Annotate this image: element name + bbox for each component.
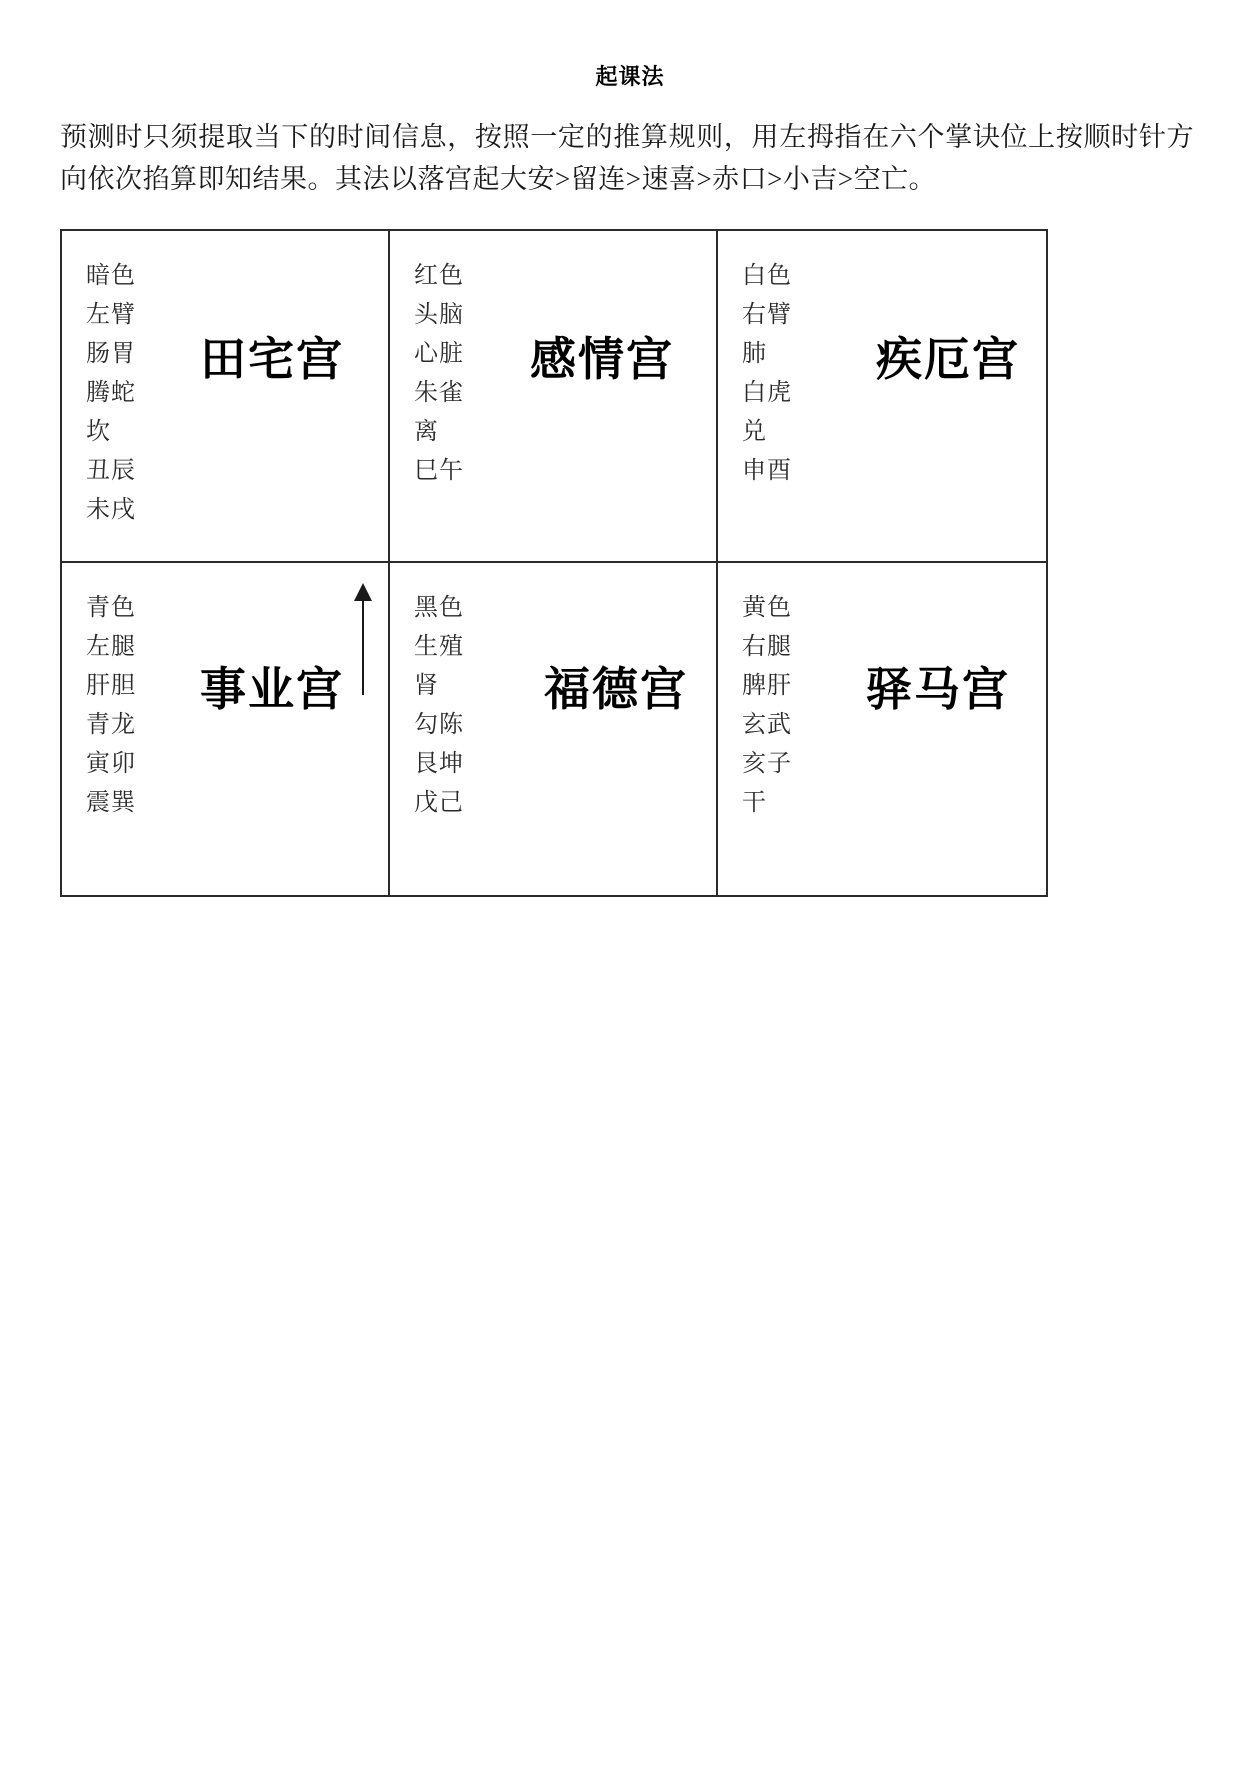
attribute-item: 震巽 (86, 790, 136, 817)
attribute-item: 黑色 (414, 594, 464, 621)
attribute-item: 右臂 (742, 301, 792, 328)
attribute-item: 肠胃 (86, 340, 136, 367)
palace-name: 驿马宫 (866, 663, 1010, 715)
palace-cell-yima (718, 563, 1046, 895)
attribute-item: 腾蛇 (86, 380, 136, 407)
attribute-item: 肝胆 (86, 672, 136, 699)
attribute-item: 右腿 (742, 633, 792, 660)
attribute-item: 青色 (86, 594, 136, 621)
attribute-item: 未戌 (86, 497, 136, 524)
attribute-item: 朱雀 (414, 380, 464, 407)
attribute-item: 左腿 (86, 633, 136, 660)
palace-attributes (742, 257, 792, 492)
palace-grid (60, 229, 1048, 897)
attribute-item: 戊己 (414, 790, 464, 817)
attribute-item: 丑辰 (86, 458, 136, 485)
attribute-item: 肺 (742, 340, 767, 367)
attribute-item: 申酉 (742, 458, 792, 485)
palace-attributes (86, 589, 136, 824)
palace-attributes (414, 257, 464, 492)
attribute-item: 干 (742, 790, 767, 817)
attribute-item: 离 (414, 419, 439, 446)
palace-name: 事业宫 (200, 663, 344, 715)
attribute-item: 兑 (742, 419, 767, 446)
attribute-item: 亥子 (742, 751, 792, 778)
attribute-item: 心脏 (414, 340, 464, 367)
attribute-item: 青龙 (86, 712, 136, 739)
attribute-item: 白色 (742, 262, 792, 289)
up-arrow-icon (362, 585, 364, 695)
palace-cell-ganqing (390, 231, 718, 563)
attribute-item: 头脑 (414, 301, 464, 328)
intro-paragraph: 预测时只须提取当下的时间信息，按照一定的推算规则，用左拇指在六个掌诀位上按顺时针方向依次掐算即知结果。其法以落宫起大安>留连>速喜>赤口>小吉>空亡。 (60, 122, 1194, 194)
attribute-item: 寅卯 (86, 751, 136, 778)
palace-cell-fude (390, 563, 718, 895)
attribute-item: 勾陈 (414, 712, 464, 739)
attribute-item: 白虎 (742, 380, 792, 407)
page-title: 起课法 (595, 64, 665, 89)
attribute-item: 坎 (86, 419, 111, 446)
palace-name: 福德宫 (544, 663, 688, 715)
attribute-item: 玄武 (742, 712, 792, 739)
palace-attributes (742, 589, 792, 824)
attribute-item: 巳午 (414, 458, 464, 485)
attribute-item: 黄色 (742, 594, 792, 621)
palace-cell-shiye (62, 563, 390, 895)
attribute-item: 生殖 (414, 633, 464, 660)
palace-cell-tianzhai (62, 231, 390, 563)
attribute-item: 红色 (414, 262, 464, 289)
palace-cell-jie (718, 231, 1046, 563)
attribute-item: 脾肝 (742, 672, 792, 699)
palace-name: 疾厄宫 (876, 333, 1020, 385)
attribute-item: 艮坤 (414, 751, 464, 778)
attribute-item: 左臂 (86, 301, 136, 328)
palace-attributes (86, 257, 136, 531)
palace-attributes (414, 589, 464, 824)
palace-name: 感情宫 (530, 333, 674, 385)
palace-name: 田宅宫 (200, 333, 344, 385)
attribute-item: 暗色 (86, 262, 136, 289)
attribute-item: 肾 (414, 672, 439, 699)
